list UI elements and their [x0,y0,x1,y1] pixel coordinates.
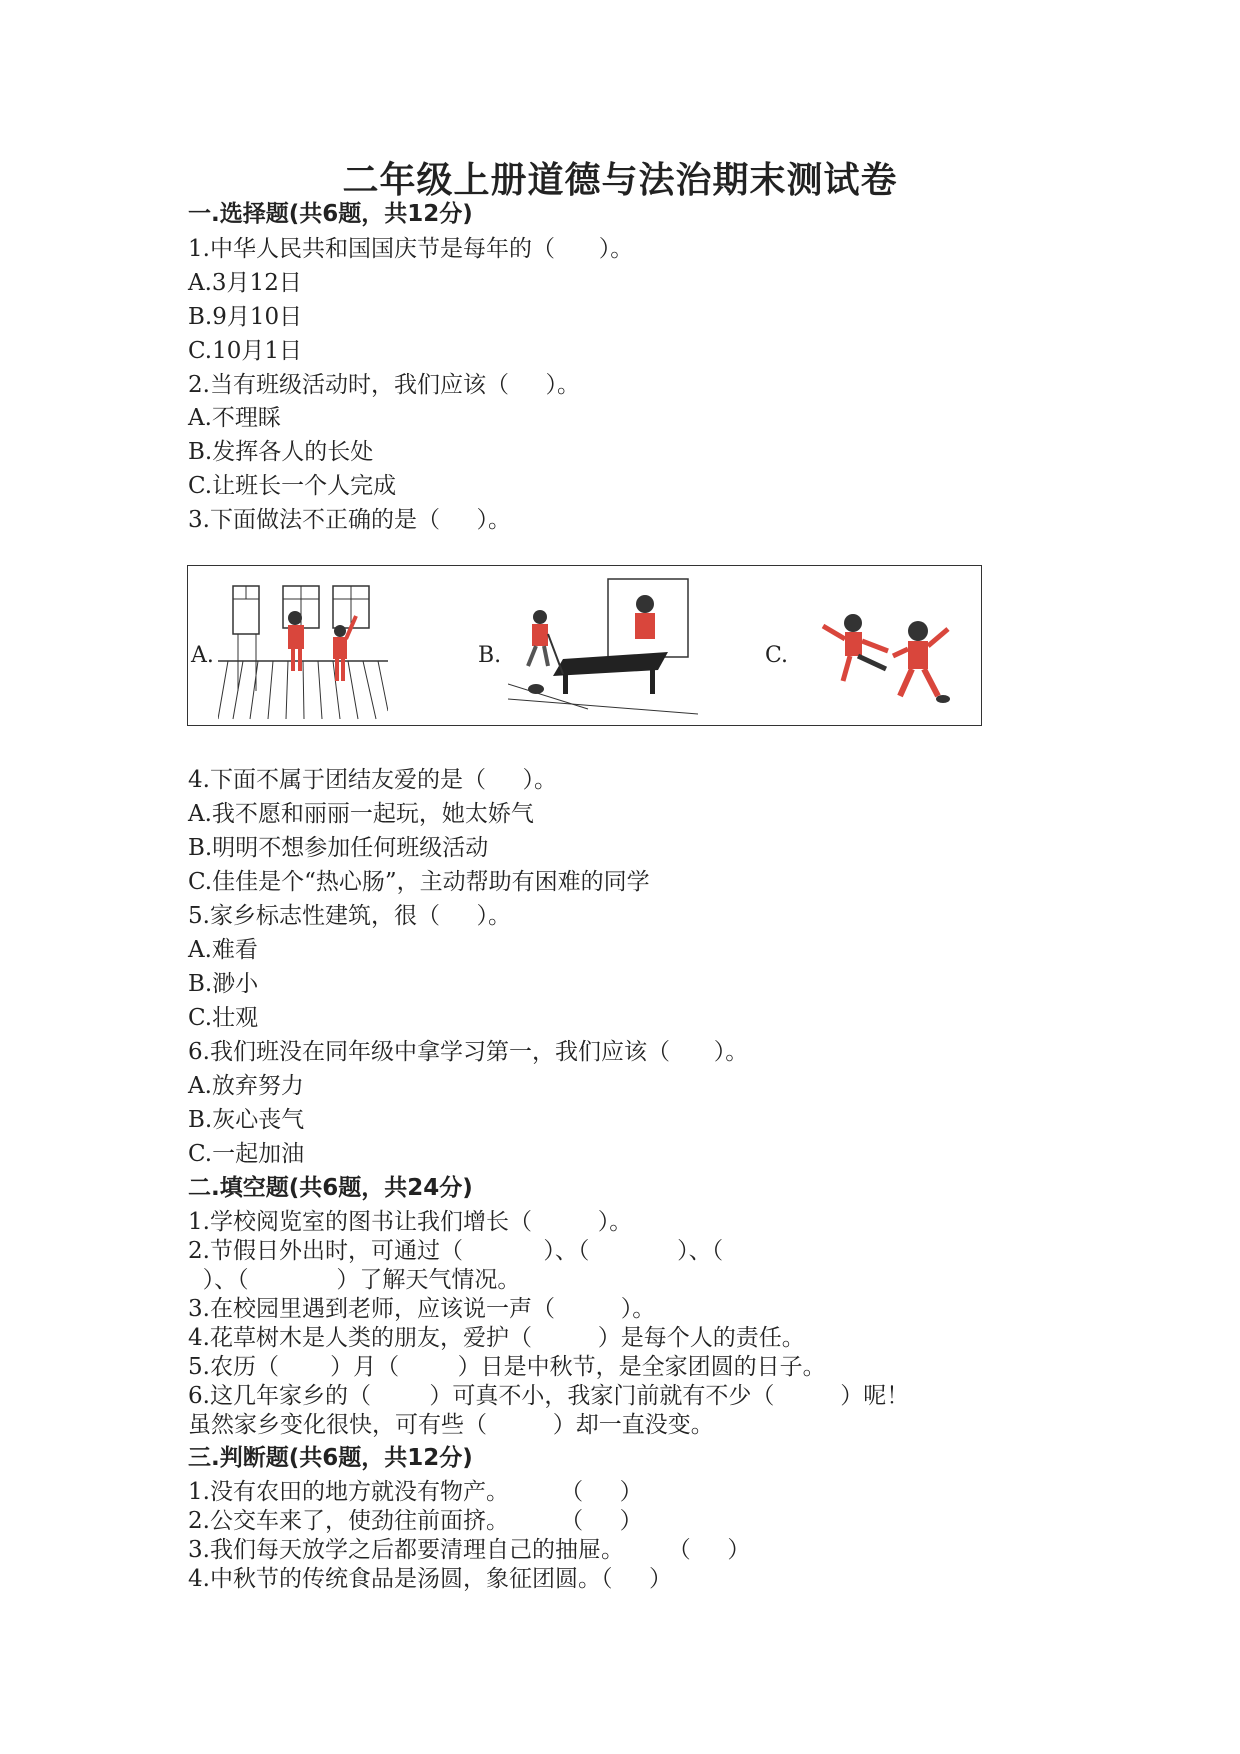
question-line: 虽然家乡变化很快，可有些（ ）却一直没变。 [188,1412,714,1438]
section-header-true-false: 三.判断题(共6题，共12分) [188,1445,473,1471]
figure-label-b: B. [478,643,502,668]
question-line: 4.下面不属于团结友爱的是（ ）。 [188,767,557,793]
question-line: 4.花草树木是人类的朋友，爱护（ ）是每个人的责任。 [188,1325,805,1351]
option-line: C.10月1日 [188,338,302,364]
option-line: C.一起加油 [188,1141,305,1167]
question-3-figure [187,565,982,726]
section-header-fill-blank: 二.填空题(共6题，共24分) [188,1175,473,1201]
illustration-cleaning-classroom [508,574,698,724]
option-line: B.发挥各人的长处 [188,439,374,465]
option-line: B.灰心丧气 [188,1107,305,1133]
question-line: ）、（ ）了解天气情况。 [188,1267,521,1293]
option-line: B.9月10日 [188,304,303,330]
question-line: 6.我们班没在同年级中拿学习第一，我们应该（ ）。 [188,1039,749,1065]
question-line: 1.没有农田的地方就没有物产。 （ ） [188,1479,643,1505]
figure-label-a: A. [191,643,214,668]
option-line: C.佳佳是个“热心肠”，主动帮助有困难的同学 [188,869,650,895]
option-line: B.明明不想参加任何班级活动 [188,835,489,861]
option-line: C.壮观 [188,1005,259,1031]
option-line: A.放弃努力 [188,1073,304,1099]
question-line: 3.我们每天放学之后都要清理自己的抽屉。 （ ） [188,1537,751,1563]
question-line: 2.当有班级活动时，我们应该（ ）。 [188,372,580,398]
option-line: A.不理睬 [188,405,281,431]
page-title: 二年级上册道德与法治期末测试卷 [342,160,898,201]
question-line: 3.下面做法不正确的是（ ）。 [188,507,511,533]
question-line: 6.这几年家乡的（ ）可真不小，我家门前就有不少（ ）呢！ [188,1383,910,1409]
illustration-climbing-window [218,581,388,721]
option-line: A.难看 [188,937,258,963]
question-line: 5.家乡标志性建筑，很（ ）。 [188,903,511,929]
option-line: A.我不愿和丽丽一起玩，她太娇气 [188,801,534,827]
option-line: B.渺小 [188,971,259,997]
question-line: 2.公交车来了，使劲往前面挤。 （ ） [188,1508,643,1534]
option-line: C.让班长一个人完成 [188,473,397,499]
question-line: 1.中华人民共和国国庆节是每年的（ ）。 [188,236,634,262]
illustration-boys-fighting [808,601,968,716]
option-line: A.3月12日 [188,270,302,296]
question-line: 1.学校阅览室的图书让我们增长（ ）。 [188,1209,633,1235]
section-header-choice: 一.选择题(共6题，共12分) [188,201,473,227]
figure-label-c: C. [765,643,789,668]
question-line: 4.中秋节的传统食品是汤圆，象征团圆。（ ） [188,1566,672,1592]
question-line: 3.在校园里遇到老师，应该说一声（ ）。 [188,1296,656,1322]
question-line: 5.农历（ ）月（ ）日是中秋节，是全家团圆的日子。 [188,1354,826,1380]
question-line: 2.节假日外出时，可通过（ ）、（ ）、（ [188,1238,724,1264]
